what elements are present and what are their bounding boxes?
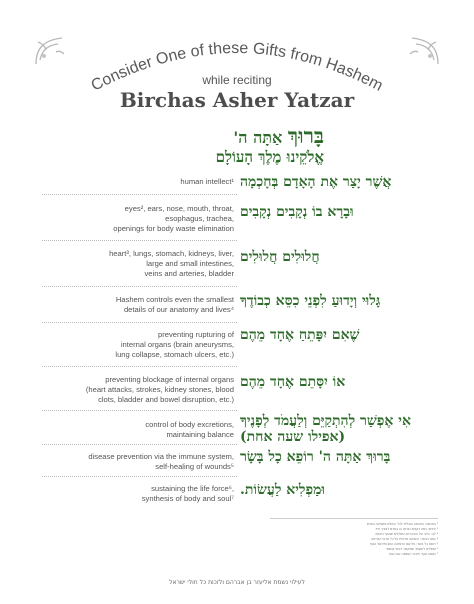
row-english: human intellect¹ — [180, 177, 234, 186]
row-hebrew-line-2: (אפילו שעה אחת) — [240, 429, 346, 445]
footnote: ³ לב: הלב וכל האיברים החלולים שבגוף האדם — [375, 532, 438, 536]
row-english: preventing rupturing of internal organs (brain aneurysms, lung collapse, stomach ulcers, etc.) — [115, 330, 234, 359]
footnote: ⁴ כסא כבודך: השגחה פרטית על כל פרטי הבריאה — [370, 537, 438, 541]
footnote: ⁵ רופא כל בשר: על שם הרפואה הטבעית של הגוף — [370, 542, 438, 546]
divider — [42, 240, 237, 241]
row-hebrew: בָּרוּךְ אַתָּה ה' רוֹפֵא כָל בָּשָׂר — [240, 449, 391, 465]
divider — [42, 444, 237, 445]
row-english: eyes², ears, nose, mouth, throat, esophagus, trachea, openings for body waste elimination — [113, 204, 234, 233]
row-hebrew: אֲשֶׁר יָצַר אֶת הָאָדָם בְּחָכְמָה — [240, 174, 392, 190]
opening-line-2: אֱלֹקֵינוּ מֶלֶךְ הָעוֹלָם — [215, 148, 324, 167]
divider — [42, 194, 237, 195]
footnote: ¹ בחכמה: בחכמה הנגלית לכל העולם ומופיעה באדם — [366, 522, 438, 526]
row-hebrew: חֲלוּלִים חֲלוּלִים — [240, 249, 320, 265]
footnotes — [270, 518, 438, 557]
row-english: control of body excretions, maintaining balance — [145, 420, 234, 439]
row-hebrew: אוֹ יִסָּתֵם אֶחָד מֵהֶם — [240, 374, 346, 390]
page-title: Birchas Asher Yatzar — [119, 88, 355, 112]
subtitle: while reciting — [202, 73, 272, 87]
footnote: ⁷ נשמה וגוף: חיבור הנשמה עם הגוף — [389, 552, 438, 556]
divider — [42, 410, 237, 411]
opening-blessing — [216, 124, 324, 166]
row-hebrew: שֶׁאִם יִפָּתֵחַ אֶחָד מֵהֶם — [240, 327, 360, 343]
row-hebrew: וּמַפְלִיא לַעֲשׂוֹת. — [240, 482, 325, 498]
divider — [42, 322, 237, 323]
row-english: Hashem controls even the smallest details of our anatomy and lives⁴ — [115, 295, 234, 314]
row-hebrew: גָּלוּי וְיָדוּעַ לִפְנֵי כִסֵּא כְבוֹדֶךָ — [240, 293, 381, 309]
opening-line-1 — [216, 124, 324, 147]
divider — [42, 286, 237, 287]
row-english: sustaining the life force⁶, synthesis of body and soul⁷ — [141, 484, 234, 503]
divider — [42, 366, 237, 367]
opening-ata: אַתָּה ה' — [233, 128, 283, 147]
row-hebrew-line-1: אִי אֶפְשַׁר לְהִתְקַיֵּם וְלַעֲמֹד לְפָנֶיךָ — [240, 413, 411, 429]
row-english: heart³, lungs, stomach, kidneys, liver, large and small intestines, veins and arteries, bladder — [109, 249, 234, 278]
dedication: לעילוי נשמת אליעזר בן אברהם ולזכות כל חולי ישראל — [169, 579, 305, 586]
arc-title-text: Consider One of these Gifts from Hashem — [88, 39, 386, 95]
footnote: ² עינים: כמה נקבים נבראו בו באדם לצורך חייו — [375, 527, 438, 531]
row-english: disease prevention via the immune system, self-healing of wounds⁵ — [88, 452, 234, 471]
footnote: ⁶ ומפליא לעשות: שמקשר רוחני בגשמי — [386, 547, 438, 551]
row-hebrew: וּבָרָא בוֹ נְקָבִים נְקָבִים — [240, 204, 354, 220]
divider — [42, 476, 237, 477]
footnotes-divider — [270, 518, 438, 519]
opening-baruch: בָּרוּךְ — [287, 123, 324, 148]
row-english: preventing blockage of internal organs (heart attacks, strokes, kidney stones, blood clots, bladder and bowel disruption, etc.) — [85, 375, 234, 404]
